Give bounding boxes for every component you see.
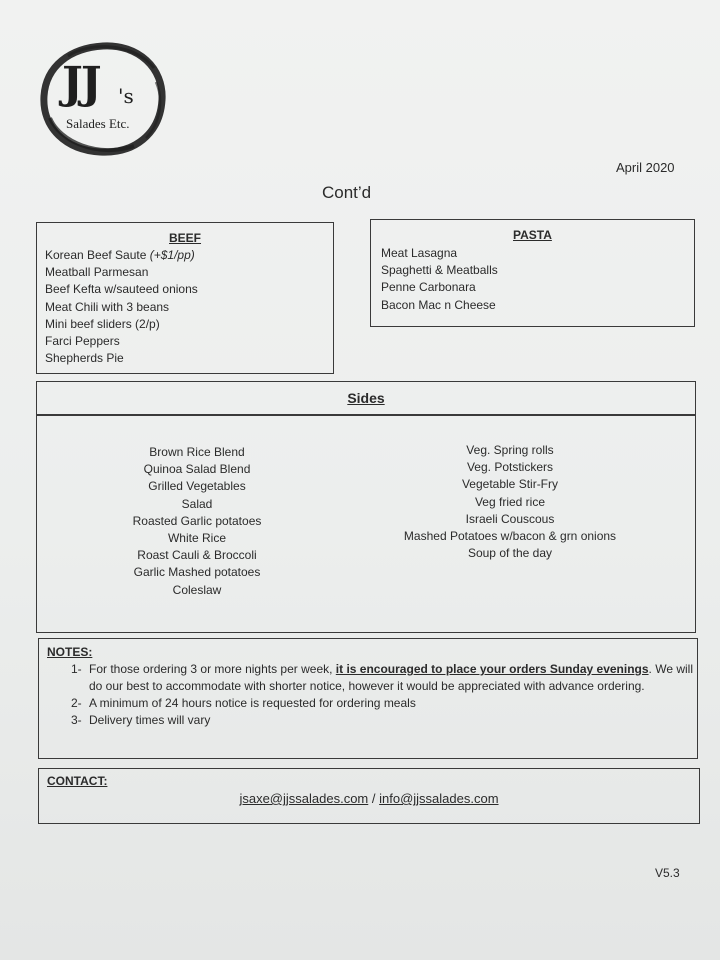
list-item: Beef Kefta w/sauteed onions [45, 282, 198, 297]
list-item: Vegetable Stir-Fry [461, 477, 559, 492]
contact-section [38, 768, 700, 824]
list-item: Brown Rice Blend [149, 445, 245, 459]
notes-section: NOTES: 1- For those ordering 3 or more nights per week, it is encouraged to place your orders Sunday evenings. We will do our best to accommodate with shorter notice, however it would be appreciated with advance ordering. 2- A minimum of 24 hours notice is requested for ordering meals 3- Delivery times will vary [38, 638, 698, 759]
version-label: V5.3 [655, 866, 680, 880]
beef-list [45, 247, 198, 367]
brush-circle-icon [38, 38, 168, 158]
list-item: Mashed Potatoes w/bacon & grn onions [403, 528, 617, 543]
list-item: Quinoa Salad Blend [143, 462, 251, 477]
logo-wordmark: JJ [62, 58, 100, 109]
list-item: White Rice [167, 530, 226, 545]
list-item: Korean Beef Saute (+$1/pp) [45, 248, 195, 262]
list-item: Veg. Spring rolls [466, 443, 554, 457]
list-item: Shepherds Pie [45, 351, 124, 366]
list-item: Roast Cauli & Broccoli [137, 548, 257, 563]
beef-heading: BEEF [169, 231, 202, 245]
logo-subtitle: Salades Etc. [66, 116, 130, 131]
list-item: Veg fried rice [474, 494, 546, 509]
sides-header [36, 381, 696, 415]
note-1-continued: do our best to accommodate with shorter notice, however it would be appreciated with advance ordering. [89, 679, 645, 693]
sides-heading: Sides [347, 390, 385, 406]
list-item: Penne Carbonara [381, 280, 476, 295]
pasta-list [381, 245, 498, 314]
pasta-heading: PASTA [513, 228, 552, 242]
list-item: Salad [181, 496, 213, 511]
list-item: Meatball Parmesan [45, 265, 149, 280]
sides-section [36, 415, 696, 633]
list-item: Mini beef sliders (2/p) [45, 316, 160, 331]
list-item: Meat Chili with 3 beans [45, 299, 170, 314]
beef-section [36, 222, 334, 374]
logo-wordmark-suffix: 's [118, 84, 134, 108]
list-item: Garlic Mashed potatoes [133, 565, 261, 580]
list-item: Meat Lasagna [381, 246, 458, 260]
brand-logo [38, 38, 168, 158]
list-item: Bacon Mac n Cheese [381, 297, 496, 312]
email-link-jsaxe[interactable]: jsaxe@jjssalades.com [239, 791, 369, 806]
list-item: Soup of the day [467, 546, 553, 561]
list-item: Grilled Vegetables [148, 479, 246, 494]
sides-list-right [387, 442, 633, 562]
list-item: Israeli Couscous [465, 511, 555, 526]
notes-heading: NOTES: [47, 645, 93, 659]
menu-date: April 2020 [616, 160, 675, 175]
list-item: Roasted Garlic potatoes [132, 513, 262, 528]
pasta-section [370, 219, 695, 327]
sides-list-left [97, 444, 297, 599]
list-item: Veg. Potstickers [466, 460, 554, 475]
contact-heading: CONTACT: [47, 774, 108, 788]
contact-emails: jsaxe@jjssalades.com / info@jjssalades.com [239, 791, 499, 806]
list-item: Farci Peppers [45, 333, 120, 348]
email-link-info[interactable]: info@jjssalades.com [379, 791, 499, 806]
list-item: Spaghetti & Meatballs [381, 263, 498, 278]
page-title: Cont’d [322, 183, 372, 202]
list-item: Coleslaw [172, 582, 222, 597]
